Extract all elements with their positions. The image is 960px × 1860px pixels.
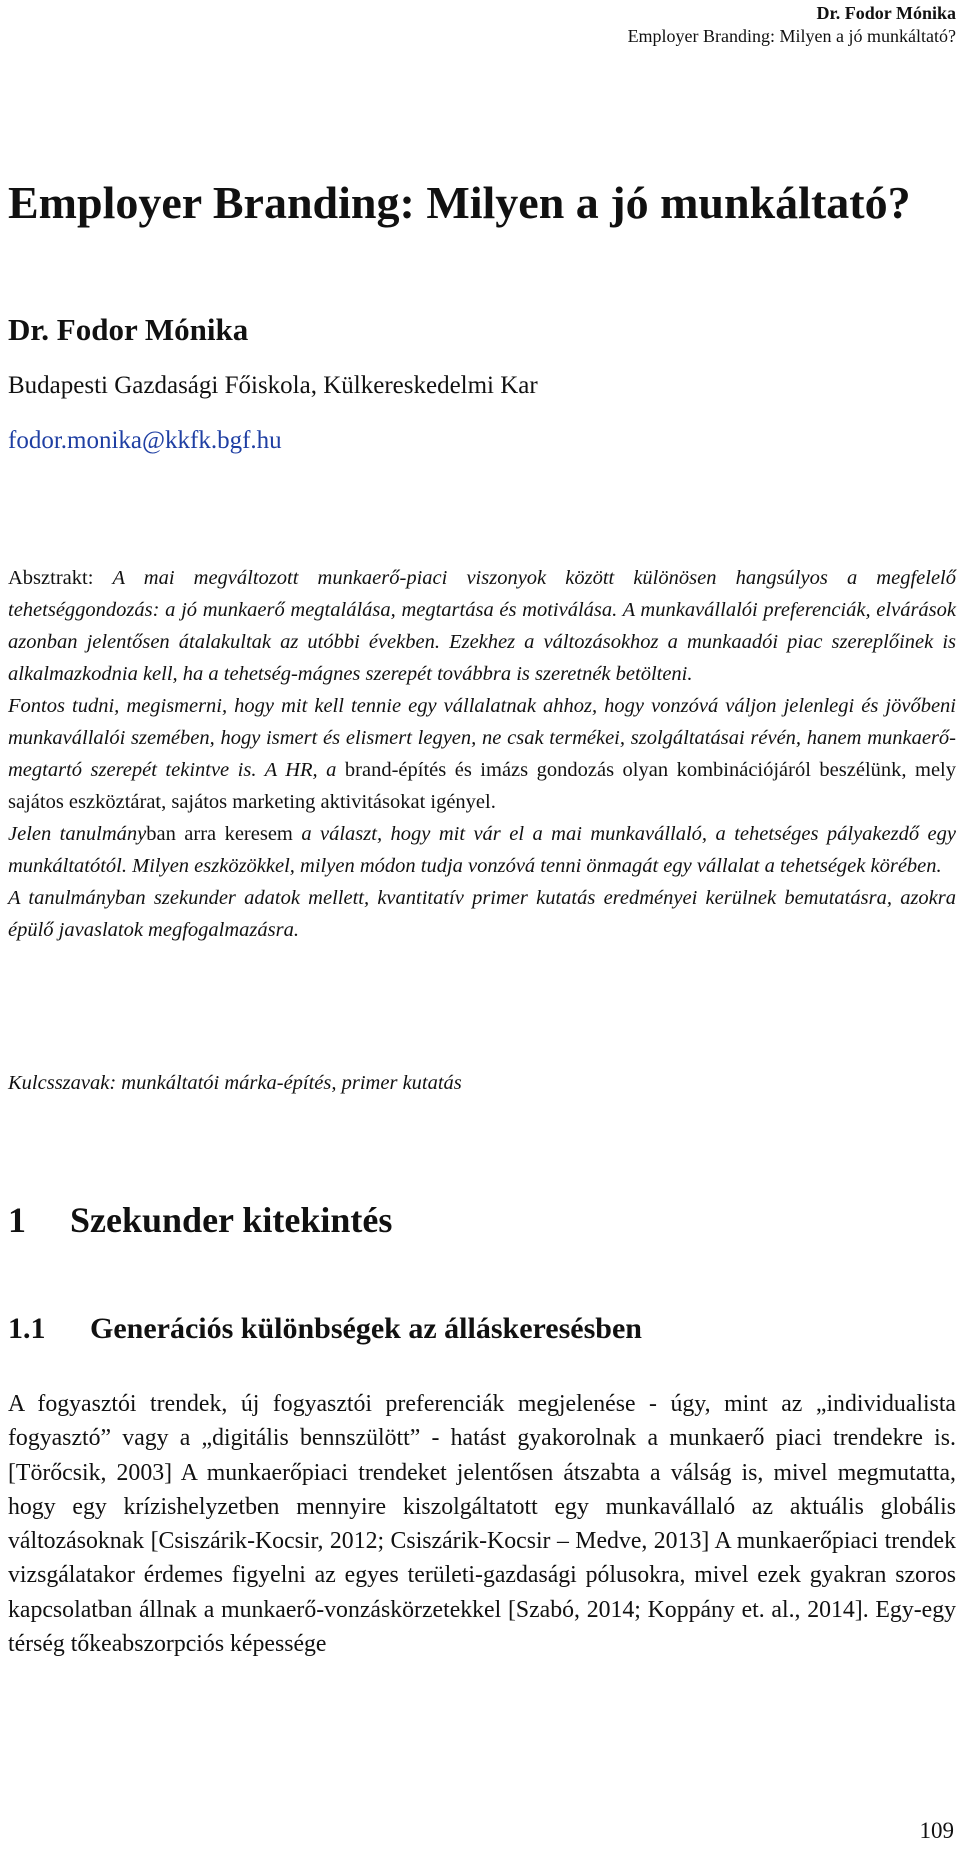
running-header-title: Employer Branding: Milyen a jó munkáltató? xyxy=(627,26,956,46)
abstract-paragraph xyxy=(8,562,956,690)
subsection-title: Generációs különbségek az álláskeresésben xyxy=(90,1312,642,1345)
abstract-text: Jelen tanulmány xyxy=(8,823,147,845)
abstract-paragraph xyxy=(8,690,956,818)
abstract-text: A tanulmányban szekunder adatok mellett, kvantitatív primer kutatás eredményei kerülnek bemutatásra, azokra épülő javaslatok megfogalmazásra. xyxy=(8,887,956,941)
keywords: Kulcsszavak: munkáltatói márka-építés, primer kutatás xyxy=(8,1072,462,1094)
abstract-paragraph xyxy=(8,818,956,882)
section-title: Szekunder kitekintés xyxy=(70,1200,393,1240)
running-header xyxy=(628,2,956,48)
page-number: 109 xyxy=(919,1818,954,1843)
subsection-number: 1.1 xyxy=(8,1312,46,1345)
abstract-text: Fontos tudni, megismerni, hogy mit kell tennie egy vállalatnak ahhoz, hogy vonzóvá váljon jelenlegi és jövőbeni munkavállalói szemében, hogy ismert és elismert legyen, ne csak termékei, szolgáltatásai révén, hanem munkaerő-megtartó szerepét tekintve is. A HR, a xyxy=(8,695,956,781)
author-name: Dr. Fodor Mónika xyxy=(8,312,249,347)
section-number: 1 xyxy=(8,1200,26,1240)
section-heading xyxy=(8,1198,392,1242)
abstract-paragraph xyxy=(8,882,956,946)
abstract-text: A mai megváltozott munkaerő-piaci viszonyok között különösen hangsúlyos a megfelelő tehetséggondozás: a jó munkaerő megtalálása, megtartása és motiválása. A munkavállalói preferenciák, elvárások azonban jelentősen átalakultak az utóbbi években. Ezekhez a változásokhoz a munkaadói piac szereplőinek is alkalmazkodnia kell, ha a tehetség-mágnes szerepét továbbra is szeretnék betölteni. xyxy=(8,567,956,685)
body-paragraph: A fogyasztói trendek, új fogyasztói preferenciák megjelenése - úgy, mint az „individualista fogyasztó” vagy a „digitális bennszülött” - hatást gyakorolnak a munkaerő piaci trendekre is. [Törőcsik, 2003] A munkaerőpiaci trendeket jelentősen átszabta a válság is, mivel megmutatta, hogy egy krízishelyzetben mennyire kiszolgáltatott egy munkavállaló az aktuális globális változásoknak [Csiszárik-Kocsir, 2012; Csiszárik-Kocsir – Medve, 2013] A munkaerőpiaci trendek vizsgálatakor érdemes figyelni az egyes területi-gazdasági pólusokra, mivel ezek gyakran szoros kapcsolatban állnak a munkaerő-vonzáskörzetekkel [Szabó, 2014; Koppány et. al., 2014]. Egy-egy térség tőkeabszorpciós képessége xyxy=(8,1391,956,1658)
abstract-text: brand-építés és imázs gondozás olyan kombinációjáról beszélünk, mely sajátos eszköztárat, sajátos marketing aktivitásokat igényel. xyxy=(8,759,957,813)
paper-title: Employer Branding: Milyen a jó munkáltató? xyxy=(8,177,911,228)
abstract-label: Absztrakt: xyxy=(8,567,113,589)
author-email-link[interactable]: fodor.monika@kkfk.bgf.hu xyxy=(8,427,282,454)
abstract-text: ban arra keresem xyxy=(146,823,293,845)
abstract-text: a választ, hogy mit vár el a mai munkavállaló, a tehetséges pályakezdő egy munkáltatótól. Milyen eszközökkel, milyen módon tudja vonzóvá tenni önmagát egy vállalat a tehetségek körében. xyxy=(8,823,956,877)
author-affiliation: Budapesti Gazdasági Főiskola, Külkereskedelmi Kar xyxy=(8,372,538,399)
subsection-heading xyxy=(8,1310,642,1348)
running-header-author: Dr. Fodor Mónika xyxy=(816,3,956,23)
abstract xyxy=(8,562,956,946)
